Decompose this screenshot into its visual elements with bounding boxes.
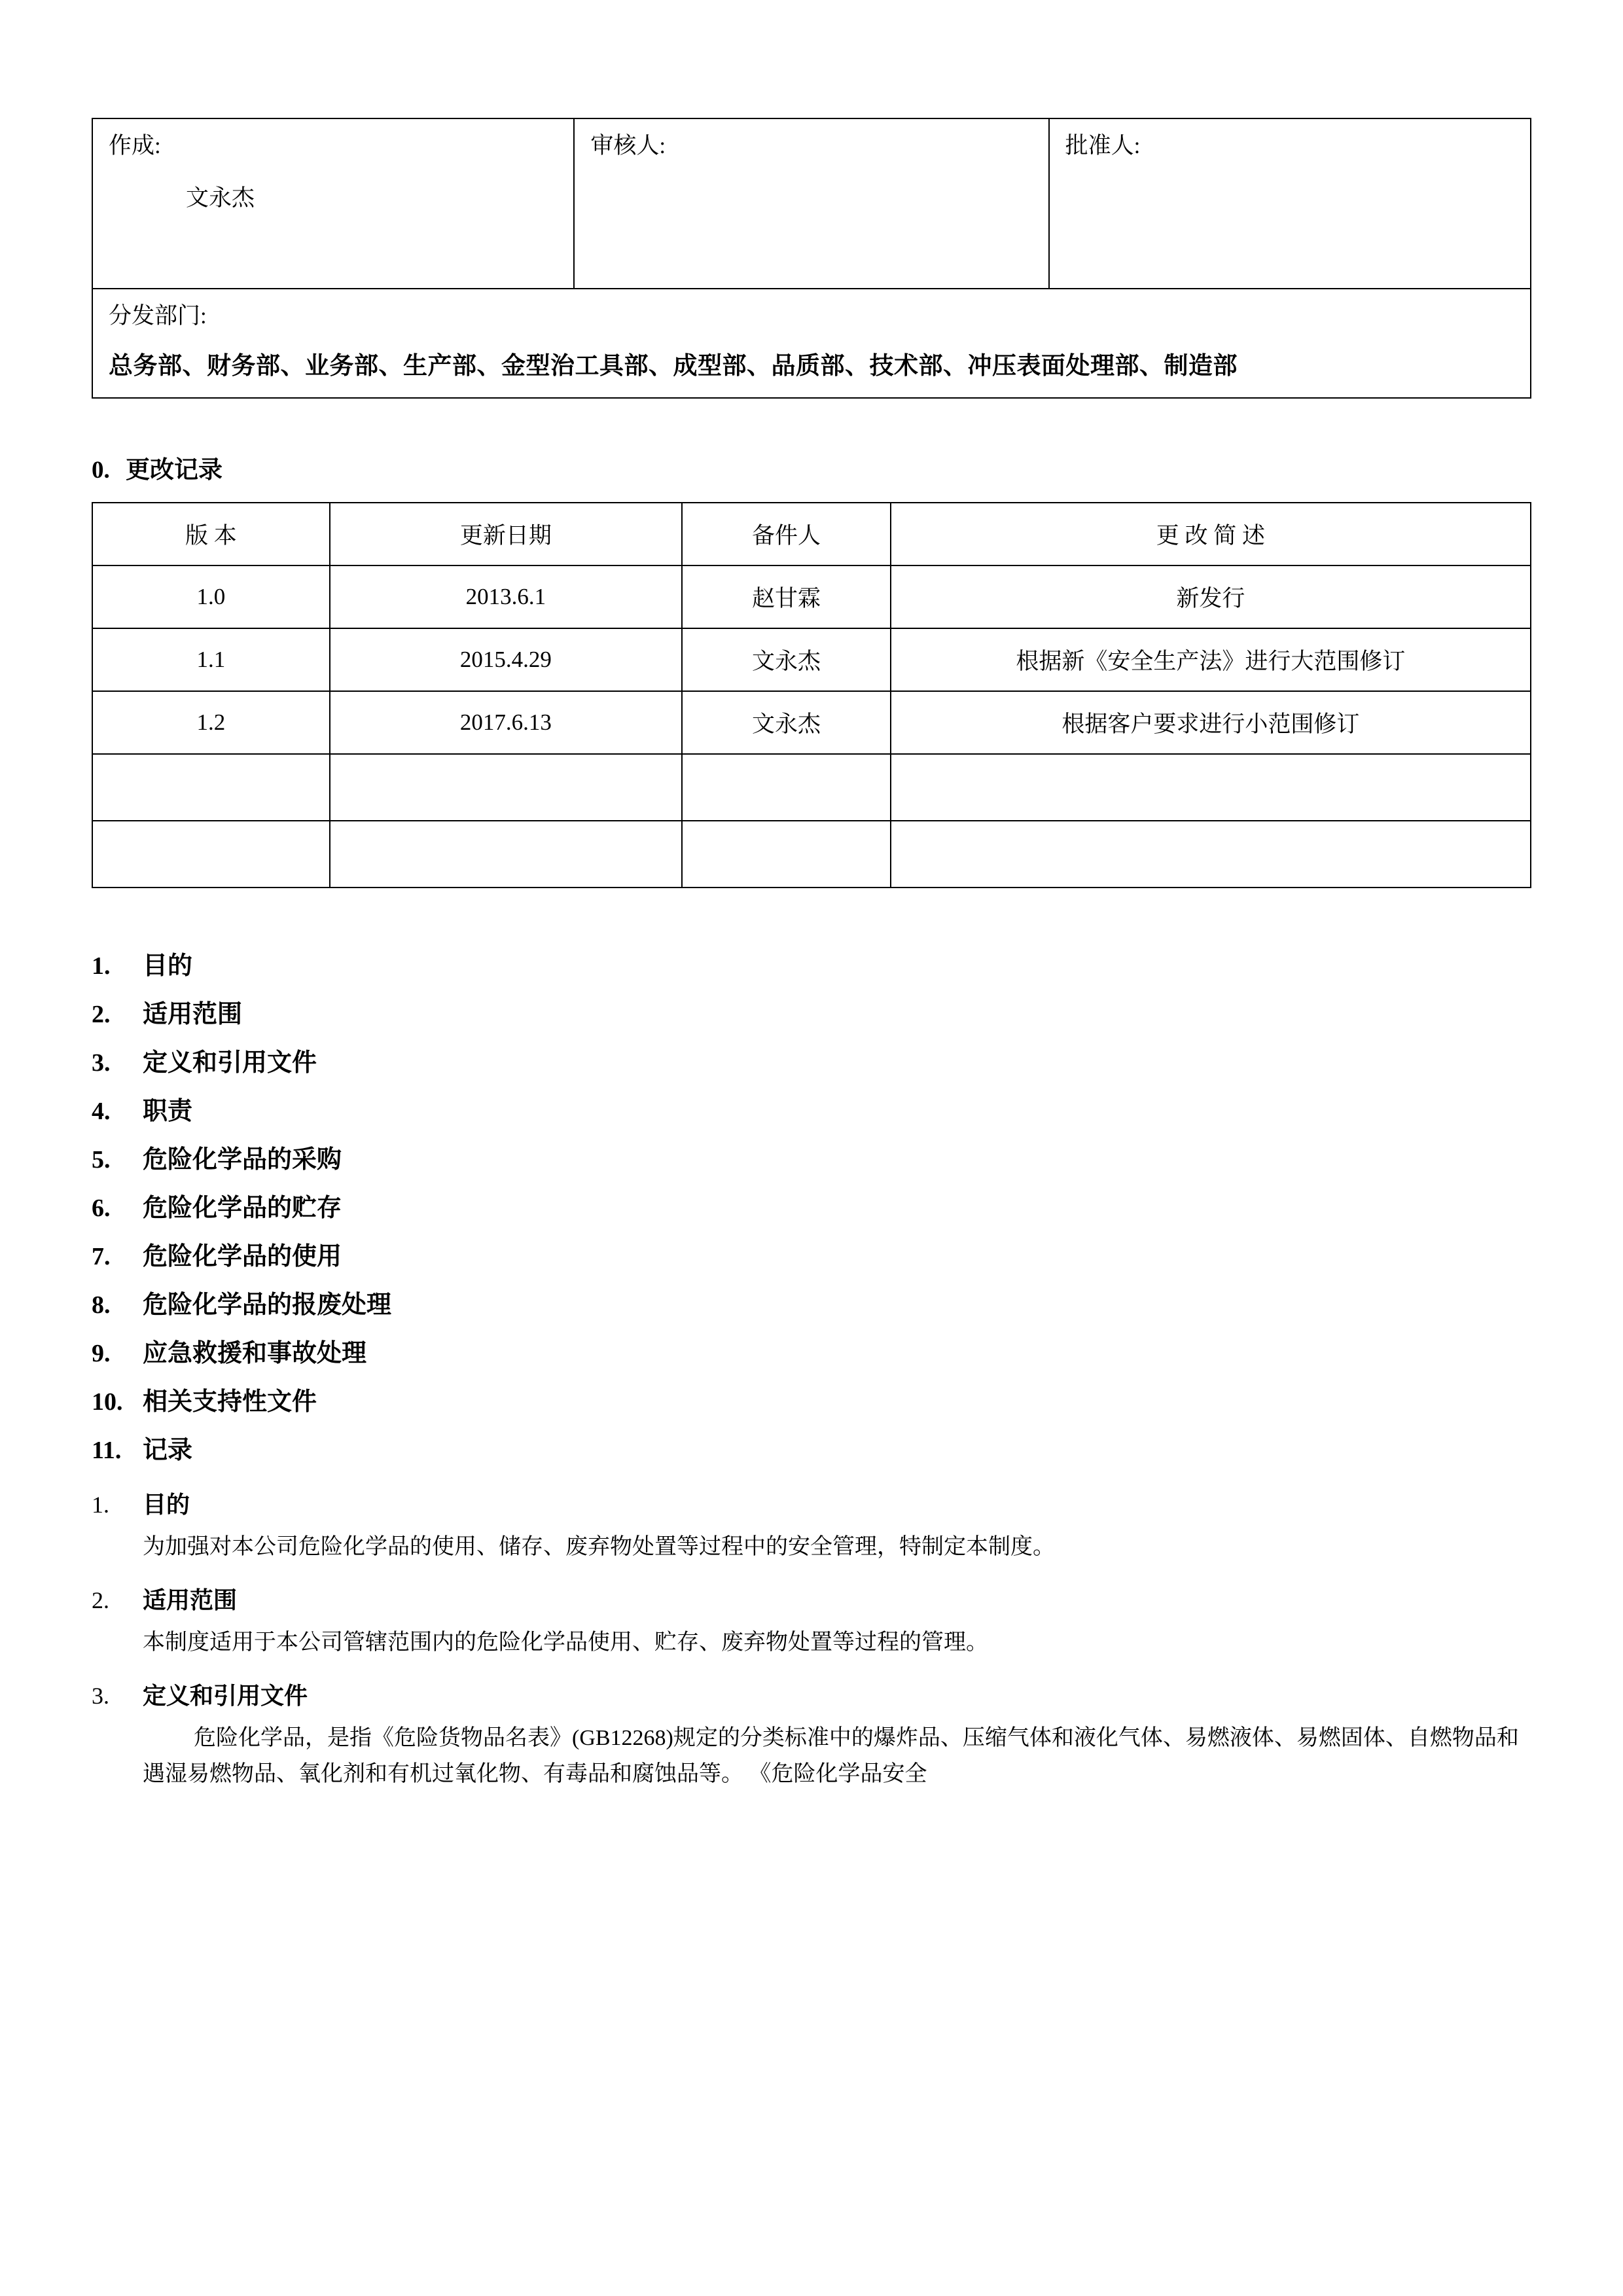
cell-preparer: 文永杰 <box>682 628 891 691</box>
section-paragraph: 本制度适用于本公司管辖范围内的危险化学品使用、贮存、废弃物处置等过程的管理。 <box>143 1630 988 1655</box>
toc-number: 1. <box>92 952 111 980</box>
section-number: 3. <box>92 1683 109 1710</box>
toc-number: 5. <box>92 1146 111 1174</box>
table-row <box>92 821 1531 888</box>
revision-section-number: 0. <box>92 457 110 484</box>
cell-preparer <box>682 754 891 821</box>
toc-number: 11. <box>92 1437 122 1464</box>
column-header-preparer: 备件人 <box>682 503 891 565</box>
toc-number: 3. <box>92 1049 111 1077</box>
section-scope <box>92 1582 1531 1660</box>
column-header-version: 版 本 <box>92 503 330 565</box>
toc-item <box>92 1244 1531 1269</box>
table-row <box>92 754 1531 821</box>
table-of-contents <box>92 954 1531 1463</box>
reviewer-cell <box>574 118 1048 289</box>
section-number: 1. <box>92 1492 109 1518</box>
cell-date <box>330 754 683 821</box>
toc-label: 目的 <box>143 952 193 980</box>
cell-preparer: 赵甘霖 <box>682 565 891 628</box>
toc-item <box>92 1099 1531 1124</box>
cell-preparer <box>682 821 891 888</box>
toc-label: 危险化学品的报废处理 <box>143 1291 392 1319</box>
section-title: 定义和引用文件 <box>143 1683 308 1710</box>
toc-number: 7. <box>92 1243 111 1270</box>
toc-label: 应急救援和事故处理 <box>143 1340 367 1367</box>
reviewer-label: 审核人: <box>590 133 666 158</box>
toc-number: 2. <box>92 1001 111 1028</box>
toc-number: 6. <box>92 1194 111 1222</box>
toc-label: 定义和引用文件 <box>143 1049 317 1077</box>
section-paragraph: 危险化学品，是指《危险货物品名表》(GB12268)规定的分类标准中的爆炸品、压缩气体和液化气体、易燃液体、易燃固体、自燃物品和遇湿易燃物品、氧化剂和有机过氧化物、有毒品和腐蚀品等。 《危险化学品安全 <box>143 1726 1519 1787</box>
toc-number: 8. <box>92 1291 111 1319</box>
cell-description: 新发行 <box>891 565 1531 628</box>
toc-label: 危险化学品的贮存 <box>143 1194 342 1222</box>
cell-version: 1.2 <box>92 691 330 754</box>
section-heading <box>92 1582 1531 1615</box>
author-name: 文永杰 <box>186 185 255 211</box>
table-row <box>92 628 1531 691</box>
cell-version: 1.0 <box>92 565 330 628</box>
toc-label: 适用范围 <box>143 1001 243 1028</box>
revision-section-heading <box>92 450 1531 485</box>
toc-item <box>92 1147 1531 1172</box>
distribution-cell <box>92 289 1531 398</box>
author-cell <box>92 118 574 289</box>
toc-label: 危险化学品的使用 <box>143 1243 342 1270</box>
toc-item <box>92 1196 1531 1221</box>
toc-label: 职责 <box>143 1098 193 1125</box>
cell-date <box>330 821 683 888</box>
toc-number: 9. <box>92 1340 111 1367</box>
table-header-row <box>92 503 1531 565</box>
toc-label: 记录 <box>143 1437 193 1464</box>
distribution-row <box>92 289 1531 398</box>
toc-label: 危险化学品的采购 <box>143 1146 342 1174</box>
section-number: 2. <box>92 1587 109 1614</box>
section-purpose <box>92 1486 1531 1565</box>
cell-version: 1.1 <box>92 628 330 691</box>
section-title: 目的 <box>143 1492 190 1518</box>
signature-row <box>92 118 1531 289</box>
table-row <box>92 565 1531 628</box>
section-heading <box>92 1486 1531 1520</box>
header-signature-table <box>92 118 1531 399</box>
author-label: 作成: <box>109 133 161 158</box>
cell-description <box>891 754 1531 821</box>
toc-number: 10. <box>92 1388 123 1416</box>
cell-preparer: 文永杰 <box>682 691 891 754</box>
cell-version <box>92 754 330 821</box>
section-definitions <box>92 1677 1531 1792</box>
distribution-label: 分发部门: <box>109 303 207 329</box>
approver-label: 批准人: <box>1065 133 1141 158</box>
cell-date: 2017.6.13 <box>330 691 683 754</box>
toc-item <box>92 1293 1531 1318</box>
cell-version <box>92 821 330 888</box>
toc-item <box>92 1002 1531 1027</box>
cell-date: 2013.6.1 <box>330 565 683 628</box>
cell-description: 根据客户要求进行小范围修订 <box>891 691 1531 754</box>
column-header-date: 更新日期 <box>330 503 683 565</box>
section-heading <box>92 1677 1531 1711</box>
approver-cell <box>1049 118 1531 289</box>
toc-item <box>92 1438 1531 1463</box>
toc-label: 相关支持性文件 <box>143 1388 317 1416</box>
revision-section-title: 更改记录 <box>126 457 223 484</box>
cell-date: 2015.4.29 <box>330 628 683 691</box>
distribution-departments: 总务部、财务部、业务部、生产部、金型治工具部、成型部、品质部、技术部、冲压表面处理部、制造部 <box>109 353 1238 380</box>
table-row <box>92 691 1531 754</box>
toc-number: 4. <box>92 1098 111 1125</box>
section-paragraph: 为加强对本公司危险化学品的使用、储存、废弃物处置等过程中的安全管理，特制定本制度。 <box>143 1535 1055 1559</box>
column-header-description: 更 改 简 述 <box>891 503 1531 565</box>
toc-item <box>92 954 1531 978</box>
revision-history-table <box>92 502 1531 888</box>
toc-item <box>92 1390 1531 1414</box>
toc-item <box>92 1050 1531 1075</box>
section-title: 适用范围 <box>143 1587 238 1614</box>
cell-description <box>891 821 1531 888</box>
cell-description: 根据新《安全生产法》进行大范围修订 <box>891 628 1531 691</box>
toc-item <box>92 1341 1531 1366</box>
